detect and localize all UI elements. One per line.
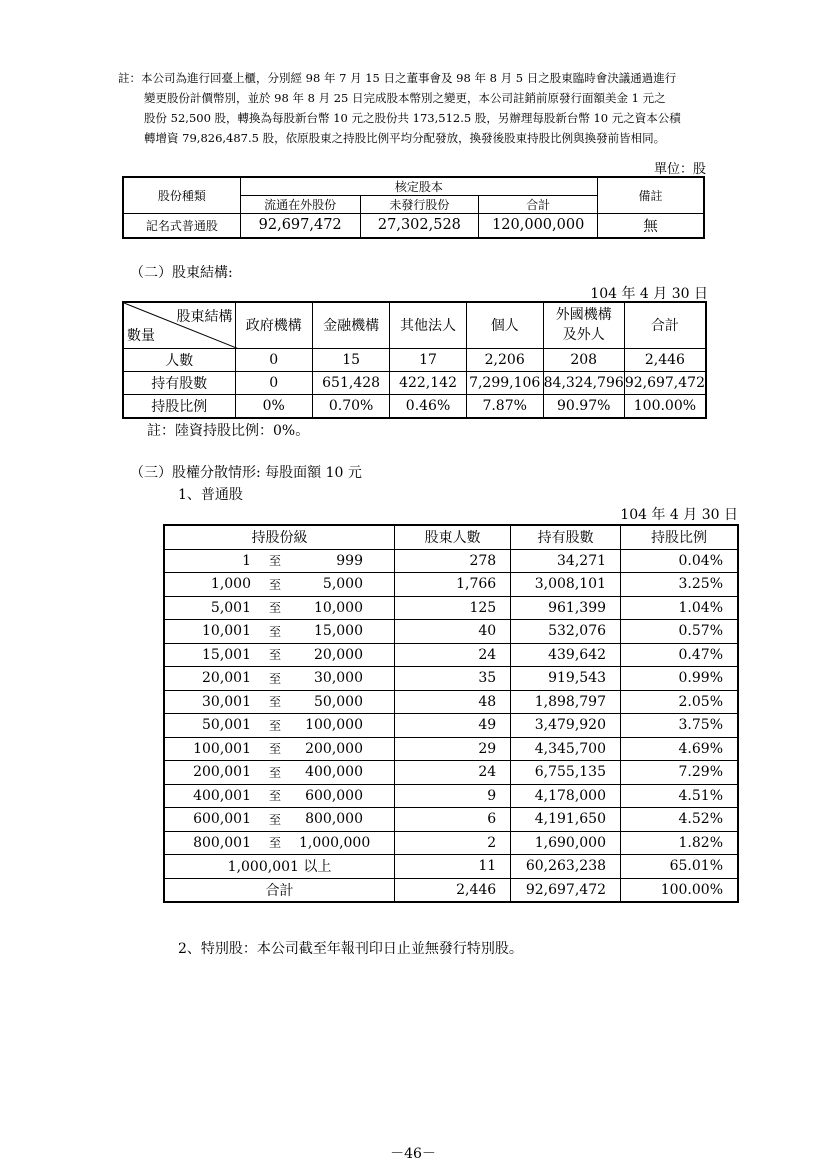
cell-shares: 532,076 — [511, 620, 621, 644]
cell: 0 — [235, 348, 312, 371]
special-shares-note: 2、特別股：本公司截至年報刊印日止並無發行特別股。 — [178, 941, 523, 957]
range-to: 15,000 — [314, 623, 363, 640]
range-to-word: 至 — [268, 554, 281, 569]
cell: 100.00% — [624, 394, 706, 418]
table-row — [164, 855, 738, 879]
header-authorized-capital: 核定股本 — [240, 177, 597, 196]
cell-pct: 4.51% — [621, 784, 738, 808]
table-row — [164, 831, 738, 855]
level-cell — [164, 737, 395, 761]
cell: 651,428 — [312, 371, 389, 394]
cell-holders: 11 — [395, 855, 511, 879]
table-row — [164, 596, 738, 620]
cell-holders: 24 — [395, 761, 511, 785]
range-from: 1,000 — [210, 576, 251, 593]
cell: 90.97% — [543, 394, 624, 418]
cell-pct: 65.01% — [621, 855, 738, 879]
table-row — [164, 761, 738, 785]
table-row — [164, 667, 738, 691]
cell-shares: 1,690,000 — [511, 831, 621, 855]
cell: 2,206 — [466, 348, 543, 371]
level-cell — [164, 761, 395, 785]
cell-shares: 6,755,135 — [511, 761, 621, 785]
subsection-title: 1、普通股 — [178, 487, 243, 503]
row-label: 合計 — [164, 878, 395, 902]
note-line: 變更股份計價幣別，並於 98 年 8 月 25 日完成股本幣別之變更，本公司註銷前原發行面額美金 1 元之 — [144, 91, 666, 105]
range-to-word: 至 — [268, 812, 281, 827]
table-row — [164, 573, 738, 597]
row-label: 人數 — [123, 348, 235, 371]
level-cell — [164, 596, 395, 620]
range-to: 1,000,000 — [299, 834, 371, 851]
capital-note — [118, 68, 758, 148]
table-row — [164, 784, 738, 808]
cell-holders: 24 — [395, 643, 511, 667]
range-to: 800,000 — [305, 811, 363, 828]
cell-outstanding: 92,697,472 — [240, 214, 360, 238]
cell: 84,324,796 — [543, 371, 624, 394]
table-row — [164, 643, 738, 667]
header-level: 持股份級 — [164, 525, 395, 549]
header-unissued: 未發行股份 — [360, 196, 479, 214]
range-to-word: 至 — [268, 765, 281, 780]
header-pct: 持股比例 — [621, 525, 738, 549]
cell: 7.87% — [466, 394, 543, 418]
cell-holders: 48 — [395, 690, 511, 714]
cell-pct: 4.52% — [621, 808, 738, 832]
page-number: －46－ — [390, 1146, 436, 1162]
range-to-word: 至 — [268, 695, 281, 710]
level-cell — [164, 808, 395, 832]
range-from: 20,001 — [202, 670, 251, 687]
cell-holders: 278 — [395, 549, 511, 573]
cell: 92,697,472 — [624, 371, 706, 394]
level-cell — [164, 667, 395, 691]
range-from: 30,001 — [202, 693, 251, 710]
cell-shares: 3,008,101 — [511, 573, 621, 597]
table-row — [123, 394, 706, 418]
cell-shares: 1,898,797 — [511, 690, 621, 714]
range-from: 1 — [242, 552, 251, 569]
table-row — [164, 808, 738, 832]
cell-holders: 2,446 — [395, 878, 511, 902]
cell: 0.46% — [390, 394, 466, 418]
range-to: 400,000 — [305, 764, 363, 781]
cell-holders: 40 — [395, 620, 511, 644]
dispersion-body — [164, 549, 738, 855]
cell-shares: 92,697,472 — [511, 878, 621, 902]
range-from: 50,001 — [202, 717, 251, 734]
level-cell — [164, 620, 395, 644]
range-to: 5,000 — [322, 576, 363, 593]
cell-pct: 0.04% — [621, 549, 738, 573]
table-row — [164, 690, 738, 714]
header-share-type: 股份種類 — [123, 177, 240, 214]
cell: 0.70% — [312, 394, 389, 418]
cell: 17 — [390, 348, 466, 371]
header-total: 合計 — [479, 196, 598, 214]
header-government: 政府機構 — [235, 302, 312, 348]
cell-pct: 0.57% — [621, 620, 738, 644]
table-row — [123, 371, 706, 394]
cell-share-type: 記名式普通股 — [123, 214, 240, 238]
cell: 7,299,106 — [466, 371, 543, 394]
header-foreign-line1: 外國機構 — [555, 307, 612, 324]
cell-pct: 7.29% — [621, 761, 738, 785]
cell-pct: 0.99% — [621, 667, 738, 691]
cell-shares: 3,479,920 — [511, 714, 621, 738]
range-to-word: 至 — [268, 624, 281, 639]
cell-holders: 125 — [395, 596, 511, 620]
date-label: 104 年 4 月 30 日 — [620, 507, 738, 523]
level-cell — [164, 573, 395, 597]
table-row — [164, 549, 738, 573]
note-line: 股份 52,500 股，轉換為每股新台幣 10 元之股份共 173,512.5 股，另辦理每股新台幣 10 元之資本公積 — [144, 111, 681, 125]
cell-shares: 919,543 — [511, 667, 621, 691]
note-line: 轉增資 79,826,487.5 股，依原股東之持股比例平均分配發放，換發後股東持股比例與換發前皆相同。 — [144, 131, 666, 145]
table-row — [123, 348, 706, 371]
cell-holders: 9 — [395, 784, 511, 808]
cell-shares: 60,263,238 — [511, 855, 621, 879]
corner-top-label: 股東結構 — [176, 309, 233, 325]
cell: 0 — [235, 371, 312, 394]
shareholder-structure-table — [122, 301, 707, 419]
dispersion-table — [163, 524, 739, 903]
range-to: 50,000 — [314, 693, 363, 710]
level-cell — [164, 690, 395, 714]
cell-pct: 100.00% — [621, 878, 738, 902]
range-to-word: 至 — [268, 648, 281, 663]
corner-bottom-label: 數量 — [127, 327, 155, 344]
header-outstanding: 流通在外股份 — [240, 196, 360, 214]
range-to-word: 至 — [268, 718, 281, 733]
cell: 208 — [543, 348, 624, 371]
cell-unissued: 27,302,528 — [360, 214, 479, 238]
unit-label: 單位：股 — [653, 162, 706, 177]
range-from: 100,001 — [193, 740, 251, 757]
cell-remark: 無 — [598, 214, 704, 238]
cell-pct: 1.82% — [621, 831, 738, 855]
header-other-corp: 其他法人 — [390, 302, 466, 348]
range-to: 600,000 — [305, 787, 363, 804]
cell-holders: 2 — [395, 831, 511, 855]
row-label: 持有股數 — [123, 371, 235, 394]
section-title: （三）股權分散情形: 每股面額 10 元 — [130, 465, 362, 481]
cell-pct: 3.75% — [621, 714, 738, 738]
header-total: 合計 — [624, 302, 706, 348]
range-to: 10,000 — [314, 599, 363, 616]
cell-holders: 6 — [395, 808, 511, 832]
row-label: 1,000,001 以上 — [164, 855, 395, 879]
cell-shares: 439,642 — [511, 643, 621, 667]
range-to-word: 至 — [268, 789, 281, 804]
cell-pct: 1.04% — [621, 596, 738, 620]
table-row — [164, 620, 738, 644]
level-cell — [164, 549, 395, 573]
date-label: 104 年 4 月 30 日 — [590, 286, 708, 302]
header-financial: 金融機構 — [312, 302, 389, 348]
level-cell — [164, 714, 395, 738]
cell-pct: 3.25% — [621, 573, 738, 597]
level-cell — [164, 643, 395, 667]
header-foreign — [543, 302, 624, 348]
range-from: 15,001 — [202, 646, 251, 663]
level-cell — [164, 831, 395, 855]
header-foreign-line2: 及外人 — [562, 327, 605, 344]
note-line: 註：本公司為進行回臺上櫃，分別經 98 年 7 月 15 日之董事會及 98 年 8 月 5 日之股東臨時會決議通過進行 — [118, 71, 677, 85]
range-from: 200,001 — [193, 764, 251, 781]
table-row — [164, 878, 738, 902]
cell-shares: 961,399 — [511, 596, 621, 620]
cell: 422,142 — [390, 371, 466, 394]
range-from: 5,001 — [210, 599, 251, 616]
range-to-word: 至 — [268, 742, 281, 757]
level-cell — [164, 784, 395, 808]
range-to: 999 — [336, 552, 363, 569]
diagonal-header-cell — [123, 302, 235, 348]
range-to: 30,000 — [314, 670, 363, 687]
range-from: 400,001 — [193, 787, 251, 804]
range-from: 600,001 — [193, 811, 251, 828]
cell-pct: 2.05% — [621, 690, 738, 714]
cell-pct: 4.69% — [621, 737, 738, 761]
table-row — [123, 214, 704, 238]
range-to: 100,000 — [305, 717, 363, 734]
structure-note: 註：陸資持股比例：0%。 — [147, 423, 310, 439]
header-shares: 持有股數 — [511, 525, 621, 549]
range-to-word: 至 — [268, 601, 281, 616]
capital-table — [122, 176, 705, 239]
range-to-word: 至 — [268, 836, 281, 851]
cell-holders: 29 — [395, 737, 511, 761]
range-from: 800,001 — [193, 834, 251, 851]
range-from: 10,001 — [202, 623, 251, 640]
range-to: 200,000 — [305, 740, 363, 757]
range-to-word: 至 — [268, 671, 281, 686]
cell: 15 — [312, 348, 389, 371]
table-row — [164, 737, 738, 761]
cell-shares: 4,345,700 — [511, 737, 621, 761]
cell-shares: 4,178,000 — [511, 784, 621, 808]
cell-shares: 4,191,650 — [511, 808, 621, 832]
cell-total: 120,000,000 — [479, 214, 598, 238]
cell: 0% — [235, 394, 312, 418]
cell-holders: 49 — [395, 714, 511, 738]
cell-shares: 34,271 — [511, 549, 621, 573]
range-to-word: 至 — [268, 577, 281, 592]
header-remark: 備註 — [598, 177, 704, 214]
header-holders: 股東人數 — [395, 525, 511, 549]
table-row — [164, 714, 738, 738]
section-title: （二）股東結構: — [130, 265, 233, 281]
cell-holders: 35 — [395, 667, 511, 691]
cell: 2,446 — [624, 348, 706, 371]
cell-holders: 1,766 — [395, 573, 511, 597]
header-individual: 個人 — [466, 302, 543, 348]
row-label: 持股比例 — [123, 394, 235, 418]
range-to: 20,000 — [314, 646, 363, 663]
cell-pct: 0.47% — [621, 643, 738, 667]
